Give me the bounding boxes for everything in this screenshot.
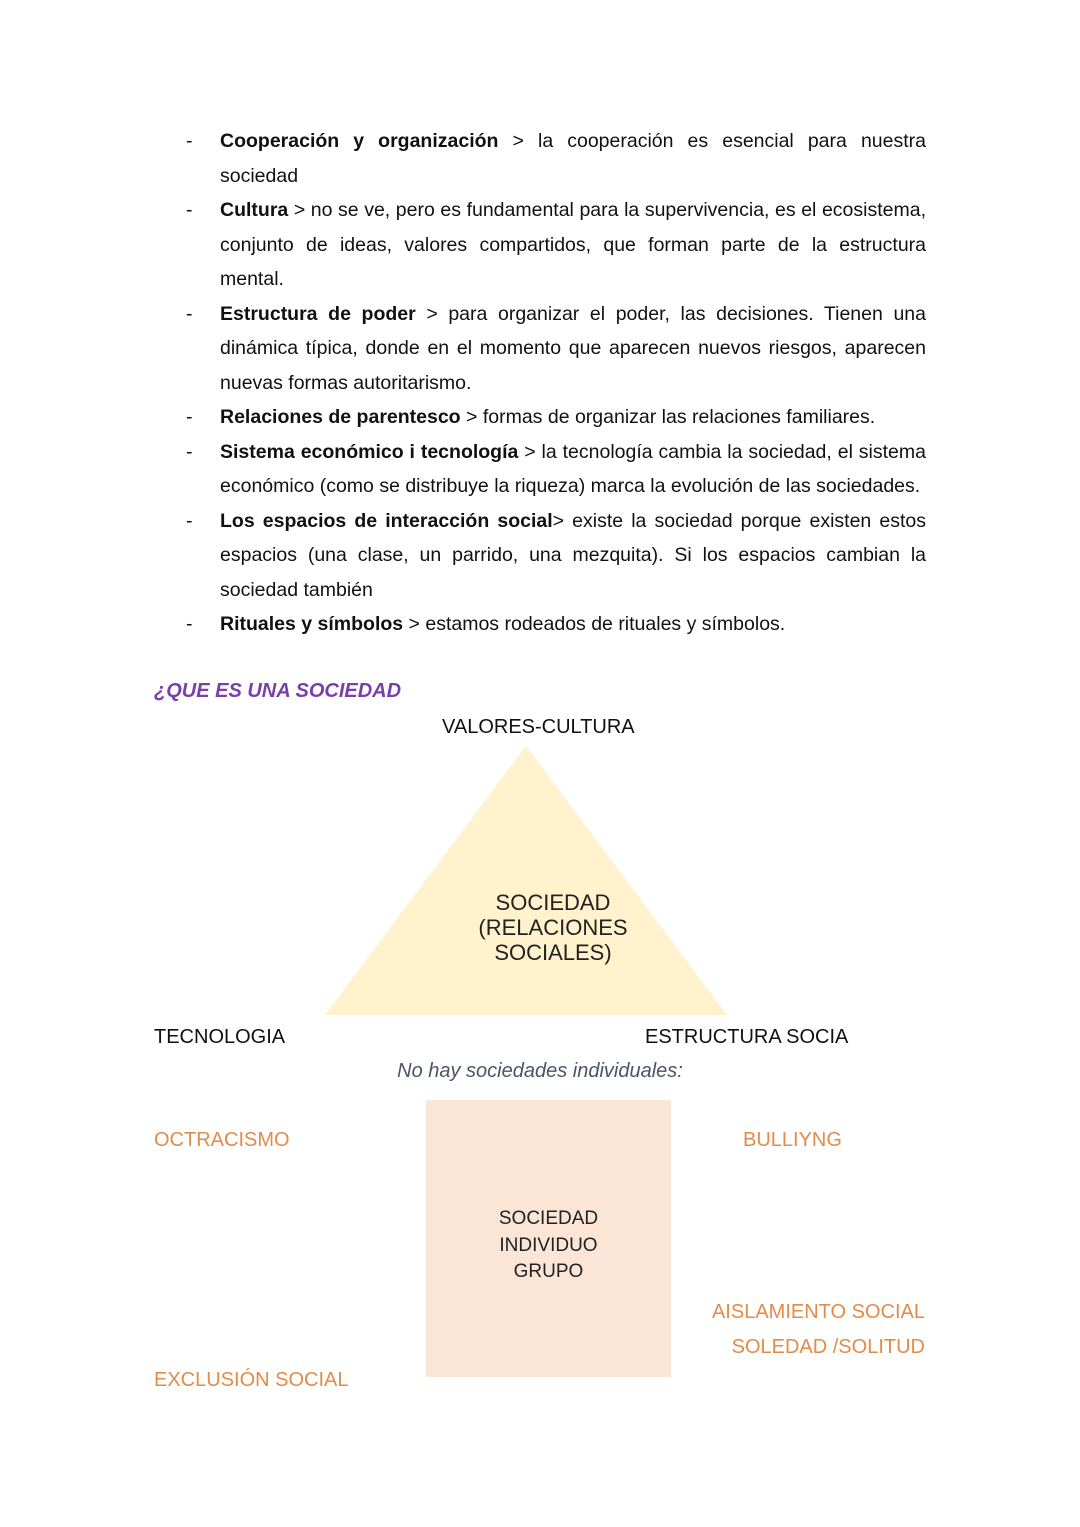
section-title: ¿QUE ES UNA SOCIEDAD <box>154 680 402 702</box>
box-line: INDIVIDUO <box>499 1234 598 1256</box>
bullet-marker: - <box>186 406 193 428</box>
triangle-center-line: (RELACIONES <box>478 915 628 940</box>
concept-soledad: SOLEDAD /SOLITUD <box>731 1336 925 1358</box>
bullet-item <box>0 297 926 401</box>
bullet-marker: - <box>186 440 193 463</box>
concept-exclusion: EXCLUSIÓN SOCIAL <box>154 1369 349 1391</box>
box-line: GRUPO <box>513 1261 584 1282</box>
bullet-text: > no se ve, pero es fundamental para la supervivencia, es el ecosistema, conjunto de ideas, valores compartidos, que forman parte de la estructura mental. <box>220 199 926 290</box>
triangle-right-label: ESTRUCTURA SOCIA <box>645 1026 849 1048</box>
bullet-term: Sistema económico i tecnología <box>220 440 519 463</box>
bullet-marker: - <box>186 130 193 152</box>
bullet-marker: - <box>186 199 193 221</box>
bullet-marker: - <box>186 302 193 325</box>
bullet-text: > existe la sociedad porque existen estos espacios (una clase, un parrido, una mezquita). Si los espacios cambian la sociedad también <box>220 509 926 601</box>
bullet-item <box>0 400 926 435</box>
bullet-item <box>0 504 926 608</box>
bullet-item <box>0 124 926 193</box>
bullet-text: > formas de organizar las relaciones familiares. <box>460 406 876 428</box>
bullet-marker: - <box>186 613 193 635</box>
bullet-text: > para organizar el poder, las decisiones. Tienen una dinámica típica, donde en el momento que aparecen nuevos riesgos, aparecen nuevas formas autoritarismo. <box>220 302 926 394</box>
bullet-text: > estamos rodeados de rituales y símbolos. <box>403 613 786 635</box>
box-text <box>426 1206 671 1286</box>
bullet-term: Cultura <box>220 199 289 221</box>
bullet-term: Los espacios de interacción social <box>220 509 553 532</box>
bullet-term: Cooperación y organización <box>220 130 499 152</box>
triangle-center-line: SOCIEDAD <box>495 890 611 915</box>
bullet-marker: - <box>186 509 193 532</box>
bullet-list <box>0 124 1080 642</box>
box-line: SOCIEDAD <box>498 1208 599 1229</box>
concept-octracismo: OCTRACISMO <box>154 1129 290 1151</box>
triangle-left-label: TECNOLOGIA <box>154 1026 286 1048</box>
bullet-text: > la cooperación es esencial para nuestra sociedad <box>220 130 926 187</box>
diagram-subtitle: No hay sociedades individuales: <box>397 1060 683 1082</box>
concept-bullying: BULLIYNG <box>743 1129 842 1151</box>
triangle-top-label: VALORES-CULTURA <box>442 716 635 738</box>
bullet-item <box>0 607 926 642</box>
society-triangle <box>325 746 727 1015</box>
bullet-term: Relaciones de parentesco <box>220 406 461 428</box>
bullet-text: > la tecnología cambia la sociedad, el sistema económico (como se distribuye la riqueza) marca la evolución de las sociedades. <box>220 440 926 497</box>
triangle-center-text <box>453 890 653 965</box>
bullet-term: Estructura de poder <box>220 302 416 325</box>
triangle-shape <box>325 746 727 1015</box>
bullet-item <box>0 193 926 297</box>
triangle-center-line: SOCIALES) <box>494 940 612 965</box>
bullet-item <box>0 435 926 504</box>
bullet-term: Rituales y símbolos <box>220 613 404 635</box>
concept-aislamiento: AISLAMIENTO SOCIAL <box>711 1301 925 1323</box>
